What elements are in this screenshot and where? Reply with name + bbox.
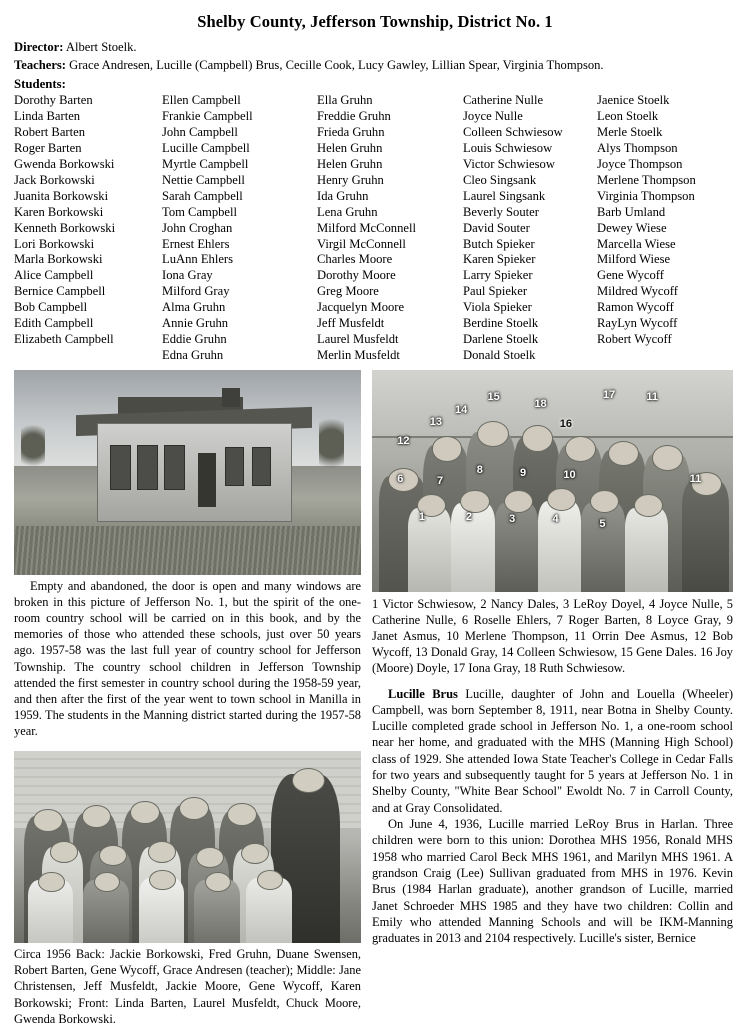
student-name: Leon Stoelk <box>597 109 659 124</box>
photo-number-8: 8 <box>476 464 483 477</box>
students-column-3 <box>317 93 463 364</box>
child-head <box>33 809 63 832</box>
student-name: Sarah Campbell <box>162 188 243 203</box>
child-head <box>148 841 176 862</box>
student-name: Ramon Wycoff <box>597 300 674 315</box>
student-name: Virgil McConnell <box>317 236 406 251</box>
schoolhouse-caption <box>14 578 361 739</box>
director-value: Albert Stoelk. <box>63 40 137 54</box>
photo-number-14: 14 <box>455 404 468 417</box>
director-line <box>14 39 736 56</box>
child-head <box>38 872 64 892</box>
student-name: Freddie Gruhn <box>317 109 391 124</box>
child-head <box>547 488 576 511</box>
students-column-1 <box>14 93 162 364</box>
photo-number-13: 13 <box>429 415 442 428</box>
schoolhouse-building <box>97 423 291 521</box>
student-name: Laurel Singsank <box>463 188 546 203</box>
teachers-value: Grace Andresen, Lucille (Campbell) Brus, Cecille Cook, Lucy Gawley, Lillian Spear, Virginia Thompson. <box>66 57 604 72</box>
child-head <box>432 436 463 461</box>
student-name: Kenneth Borkowski <box>14 220 116 235</box>
abandoned-schoolhouse-photo <box>14 370 361 575</box>
window-shape <box>164 445 185 489</box>
child-head <box>82 805 112 828</box>
numbered-class-photo <box>372 370 733 592</box>
student-name: Greg Moore <box>317 284 379 299</box>
student-name: Jack Borkowski <box>14 172 95 187</box>
photo-number-9: 9 <box>520 466 527 479</box>
body-columns <box>14 370 736 1027</box>
student-name: Barb Umland <box>597 204 666 219</box>
student-name: Darlene Stoelk <box>463 332 539 347</box>
student-name: Mildred Wycoff <box>597 284 678 299</box>
lucille-brus-paragraph-1 <box>372 686 733 817</box>
student-name: Linda Barten <box>14 109 81 124</box>
tree-shape <box>319 411 343 477</box>
student-name: Iona Gray <box>162 268 213 283</box>
photo-number-6: 6 <box>397 473 404 486</box>
student-name: Jaenice Stoelk <box>597 93 670 108</box>
student-name: Helen Gruhn <box>317 156 383 171</box>
student-name: Marcella Wiese <box>597 236 676 251</box>
student-name: Karen Borkowski <box>14 204 104 219</box>
teachers-line <box>14 57 736 74</box>
child-figure <box>495 503 538 592</box>
window-shape <box>225 447 244 486</box>
photo-number-16: 16 <box>559 417 572 430</box>
child-head <box>149 870 175 890</box>
student-name: Paul Spieker <box>463 284 528 299</box>
students-grid <box>14 93 736 364</box>
lucille-brus-name: Lucille Brus <box>388 686 458 701</box>
grass-region <box>14 526 361 575</box>
photo-number-11: 11 <box>689 473 702 486</box>
students-column-2 <box>162 93 317 364</box>
child-head <box>634 494 663 517</box>
student-name: Donald Stoelk <box>463 347 536 362</box>
students-label: Students: <box>14 77 66 92</box>
child-figure <box>408 508 451 592</box>
photo-number-18: 18 <box>534 397 547 410</box>
student-name: Larry Spieker <box>463 268 533 283</box>
student-name: Bob Campbell <box>14 300 88 315</box>
numbered-photo-caption: 1 Victor Schwiesow, 2 Nancy Dales, 3 LeRoy Doyel, 4 Joyce Nulle, 5 Catherine Nulle, 6 Roselle Ehlers, 7 Roger Barten, 8 Loyce Gray, 9 Janet Asmus, 10 Merlene Thompson, 11 Orrin Dee Asmus, 12 Bob Wycoff, 13 Donald Gray, 14 Colleen Schwiesow, 15 Gene Dales. 16 Joy (Moore) Doyle, 17 Iona Gray, 18 Ruth Schwiesow. <box>372 596 733 676</box>
child-head <box>565 436 596 461</box>
student-name: Joyce Nulle <box>463 109 523 124</box>
left-column <box>14 370 372 1027</box>
photo-number-15: 15 <box>487 391 500 404</box>
photo-number-7: 7 <box>436 475 444 488</box>
student-name: Merlene Thompson <box>597 172 696 187</box>
student-name: Bernice Campbell <box>14 284 106 299</box>
student-name: Ellen Campbell <box>162 93 241 108</box>
student-name: Roger Barten <box>14 140 82 155</box>
student-name: David Souter <box>463 220 530 235</box>
child-head <box>504 490 533 513</box>
student-name: Gwenda Borkowski <box>14 156 115 171</box>
student-name: Helen Gruhn <box>317 140 383 155</box>
student-name: Juanita Borkowski <box>14 188 109 203</box>
student-name: Berdine Stoelk <box>463 316 539 331</box>
student-name: RayLyn Wycoff <box>597 316 678 331</box>
child-head <box>130 801 160 824</box>
student-name: Alice Campbell <box>14 268 94 283</box>
student-name: John Campbell <box>162 125 238 140</box>
student-name: Frankie Campbell <box>162 109 253 124</box>
student-name: Lena Gruhn <box>317 204 378 219</box>
window-shape <box>110 445 131 489</box>
chimney-shape <box>222 388 239 406</box>
child-head <box>460 490 489 513</box>
student-name: Elizabeth Campbell <box>14 332 114 347</box>
circa-1956-caption: Circa 1956 Back: Jackie Borkowski, Fred Gruhn, Duane Swensen, Robert Barten, Gene Wycoff, Grace Andresen (teacher); Middle: Jane Christensen, Jeff Musfeldt, Jackie Moore, Gene Wycoff, Karen Borkowski; Front: Linda Barten, Laurel Musfeldt, Chuck Moore, Gwenda Borkowski. <box>14 947 361 1026</box>
student-name: Tom Campbell <box>162 204 238 219</box>
student-name: Gene Wycoff <box>597 268 664 283</box>
student-name: Ella Gruhn <box>317 93 373 108</box>
student-name: Dorothy Barten <box>14 93 93 108</box>
photo-number-11-top: 11 <box>646 391 658 404</box>
student-name: Louis Schwiesow <box>463 140 553 155</box>
student-name: Eddie Gruhn <box>162 332 227 347</box>
student-name: Charles Moore <box>317 252 393 267</box>
student-name: Robert Barten <box>14 125 85 140</box>
photo-number-5: 5 <box>599 517 606 530</box>
student-name: Milford Wiese <box>597 252 671 267</box>
student-name: Marla Borkowski <box>14 252 103 267</box>
student-name: Alys Thompson <box>597 140 678 155</box>
photo-number-1: 1 <box>418 510 426 523</box>
child-head <box>522 425 553 451</box>
lucille-brus-paragraph-2: On June 4, 1936, Lucille married LeRoy Brus in Harlan. Three children were born to this union: Dorothea MHS 1956, Ronald MHS 1958 who married Carol Beck MHS 1961, and Marilyn MHS 1961. A grandson Craig (Lee) Sullivan graduated from MHS in 1976. Kevin Brus (1984 Harlan graduate), another grandson of Lucille, married Janet Schroeder MHS 1985 and they have two children: Collin and Emily who attended Manning Schools and will be IKM-Manning graduates in 2013 and 2104 respectively. Lucille's sister, Bernice <box>372 817 733 946</box>
student-name: Lucille Campbell <box>162 140 250 155</box>
open-door-shape <box>198 453 215 507</box>
student-name: Colleen Schwiesow <box>463 125 563 140</box>
student-name: Victor Schwiesow <box>463 156 555 171</box>
schoolhouse-caption-text: Empty and abandoned, the door is open and many windows are broken in this picture of Jefferson No. 1, but the spirit of the one-room country school will be carried on in this book, and by the memories of those who attended these schools, just over 50 years ago. 1957-58 was the last full year of country school for Jefferson Township. The country school children in Jefferson Township attended the first semester in country school during the 1958-59 year, and then after the first of the year went to town school in Manilla in 1959. The students in the Manning district started during the 1957-58 year. <box>14 578 361 739</box>
student-name: Henry Gruhn <box>317 172 384 187</box>
student-name: Catherine Nulle <box>463 93 544 108</box>
student-name: Butch Spieker <box>463 236 535 251</box>
tree-shape <box>21 419 45 472</box>
photo-number-2: 2 <box>465 510 472 523</box>
student-name: Merlin Musfeldt <box>317 347 400 362</box>
student-name: Virginia Thompson <box>597 188 695 203</box>
student-name: Myrtle Campbell <box>162 156 249 171</box>
student-name: Dewey Wiese <box>597 220 667 235</box>
student-name: Milford Gray <box>162 284 230 299</box>
student-name: Laurel Musfeldt <box>317 332 399 347</box>
director-label: Director: <box>14 40 64 54</box>
student-name: Viola Spieker <box>463 300 532 315</box>
student-name: Robert Wycoff <box>597 332 672 347</box>
teachers-label: Teachers: <box>14 57 66 72</box>
student-name: Alma Gruhn <box>162 300 226 315</box>
student-name: Karen Spieker <box>463 252 536 267</box>
student-name: Edna Gruhn <box>162 347 224 362</box>
student-name: Ida Gruhn <box>317 188 369 203</box>
student-name: Jacquelyn Moore <box>317 300 405 315</box>
photo-number-10: 10 <box>563 468 576 481</box>
lucille-brus-paragraph-1-text: Lucille, daughter of John and Louella (Wheeler) Campbell, was born September 8, 1911, near Botna in Shelby County. Lucille completed grade school in Jefferson No. 1, a one-room school near her home, and graduated with the MHS (Manning High School) class of 1929. She attended Iowa State Teacher's College in Cedar Falls for two years and subsequently taught for 5 years at Jefferson No. 1 in Shelby County, "White Bear School" Ewoldt No. 7 in Carroll County, and at Gray Consolidated. <box>372 686 733 815</box>
child-head <box>388 468 419 492</box>
child-figure <box>451 503 494 592</box>
child-head <box>50 841 78 862</box>
window-shape <box>252 447 271 486</box>
student-name: Cleo Singsank <box>463 172 537 187</box>
students-column-4 <box>463 93 597 364</box>
child-head <box>227 803 257 826</box>
child-figure <box>625 508 668 592</box>
student-name: Frieda Gruhn <box>317 125 385 140</box>
circa-1956-class-photo <box>14 751 361 943</box>
page-title: Shelby County, Jefferson Township, District No. 1 <box>197 12 553 31</box>
child-figure <box>538 501 581 592</box>
student-name: Dorothy Moore <box>317 268 396 283</box>
photo-number-3: 3 <box>509 513 516 526</box>
child-head <box>179 797 209 820</box>
window-shape <box>137 445 158 489</box>
right-column <box>372 370 733 1027</box>
student-name: Nettie Campbell <box>162 172 245 187</box>
photo-number-12: 12 <box>397 435 410 448</box>
student-name: John Croghan <box>162 220 233 235</box>
photo-number-17: 17 <box>603 388 616 401</box>
child-figure <box>581 503 624 592</box>
students-column-5 <box>597 93 727 364</box>
schoolhouse-backdrop <box>372 370 733 439</box>
child-head <box>652 445 683 470</box>
student-name: Edith Campbell <box>14 316 94 331</box>
student-name: LuAnn Ehlers <box>162 252 233 267</box>
student-name: Jeff Musfeldt <box>317 316 385 331</box>
student-name: Lori Borkowski <box>14 236 95 251</box>
student-name: Annie Gruhn <box>162 316 229 331</box>
student-name: Milford McConnell <box>317 220 416 235</box>
child-figure <box>682 481 729 592</box>
photo-number-4: 4 <box>552 513 559 526</box>
student-name: Ernest Ehlers <box>162 236 230 251</box>
student-name: Merle Stoelk <box>597 125 663 140</box>
student-name: Joyce Thompson <box>597 156 683 171</box>
student-name: Beverly Souter <box>463 204 539 219</box>
